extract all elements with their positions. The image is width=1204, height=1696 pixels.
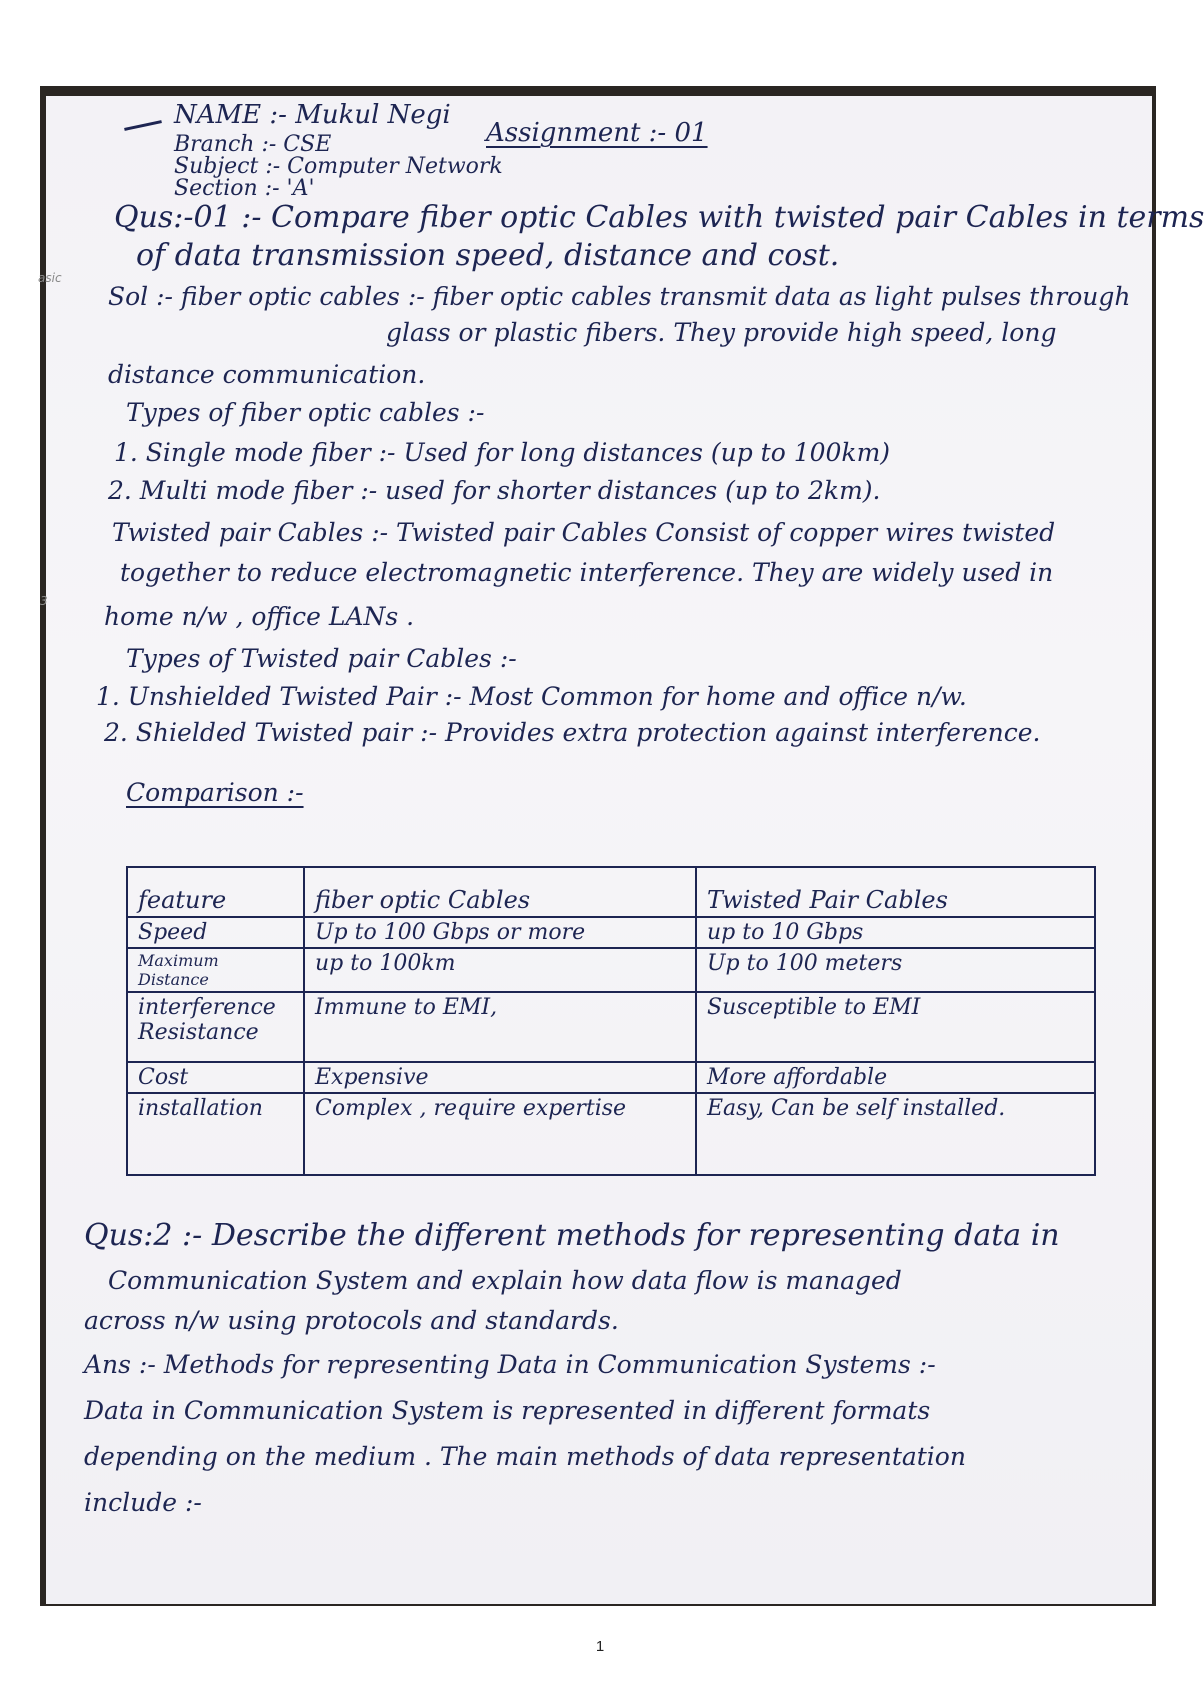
twisted-pair-line-2: together to reduce electromagnetic interference. They are widely used in [120,558,1054,587]
table-cell: More affordable [696,1062,1095,1093]
comparison-heading: Comparison :- [126,778,304,807]
tp-type-2: 2. Shielded Twisted pair :- Provides extra protection against interference. [104,718,1041,747]
q1-solution-line-2: glass or plastic fibers. They provide high speed, long [386,318,1057,347]
fiber-types-heading: Types of fiber optic cables :- [126,398,485,427]
table-cell: Cost [127,1062,304,1093]
assignment-title: Assignment :- 01 [486,118,708,148]
table-cell: Speed [127,917,304,948]
table-row [127,1093,1095,1175]
q2-answer-line-2: Data in Communication System is represented in different formats [84,1396,931,1425]
table-cell: up to 10 Gbps [696,917,1095,948]
table-cell: up to 100km [304,948,696,992]
table-cell: Maximum Distance [127,948,304,992]
twisted-pair-line-1: Twisted pair Cables :- Twisted pair Cables Consist of copper wires twisted [112,518,1056,547]
twisted-pair-line-3: home n/w , office LANs . [104,602,415,631]
margin-mark: 3 [40,594,48,608]
q2-question-line-2: Communication System and explain how data flow is managed [108,1266,902,1295]
table-row [127,1062,1095,1093]
q2-question-line-3: across n/w using protocols and standards. [84,1306,619,1335]
table-cell: Susceptible to EMI [696,992,1095,1062]
table-header-cell: Twisted Pair Cables [696,867,1095,917]
fiber-type-1: 1. Single mode fiber :- Used for long distances (up to 100km) [114,438,891,467]
page-number: 1 [595,1638,605,1655]
q2-question-line-1: Qus:2 :- Describe the different methods for representing data in [84,1218,1060,1253]
q2-answer-line-1: Ans :- Methods for representing Data in Communication Systems :- [84,1350,936,1379]
section: Section :- 'A' [174,176,315,201]
margin-note: asic [38,271,62,285]
table-cell: interference Resistance [127,992,304,1062]
tp-types-heading: Types of Twisted pair Cables :- [126,644,517,673]
q1-question-line-1: Qus:-01 :- Compare fiber optic Cables with twisted pair Cables in terms [114,200,1204,235]
table-row [127,948,1095,992]
fiber-type-2: 2. Multi mode fiber :- used for shorter distances (up to 2km). [108,476,881,505]
header-dash [124,120,162,131]
table-cell: installation [127,1093,304,1175]
table-row [127,917,1095,948]
q1-solution-line-3: distance communication. [108,360,426,389]
student-name: NAME :- Mukul Negi [174,100,451,130]
tp-type-1: 1. Unshielded Twisted Pair :- Most Common for home and office n/w. [96,682,967,711]
table-cell: Up to 100 meters [696,948,1095,992]
q1-solution-line-1: Sol :- fiber optic cables :- fiber optic cables transmit data as light pulses through [108,282,1131,311]
q1-question-line-2: of data transmission speed, distance and cost. [136,238,840,273]
comparison-table [126,866,1096,1176]
table-header-row [127,867,1095,917]
table-cell: Expensive [304,1062,696,1093]
q2-answer-line-4: include :- [84,1488,202,1517]
table-cell: Easy, Can be self installed. [696,1093,1095,1175]
table-cell: Up to 100 Gbps or more [304,917,696,948]
table-header-cell: feature [127,867,304,917]
table-cell: Immune to EMI, [304,992,696,1062]
subject: Subject :- Computer Network [174,154,503,179]
q2-answer-line-3: depending on the medium . The main methods of data representation [84,1442,966,1471]
table-cell: Complex , require expertise [304,1093,696,1175]
table-header-cell: fiber optic Cables [304,867,696,917]
branch: Branch :- CSE [174,132,332,157]
table-row [127,992,1095,1062]
